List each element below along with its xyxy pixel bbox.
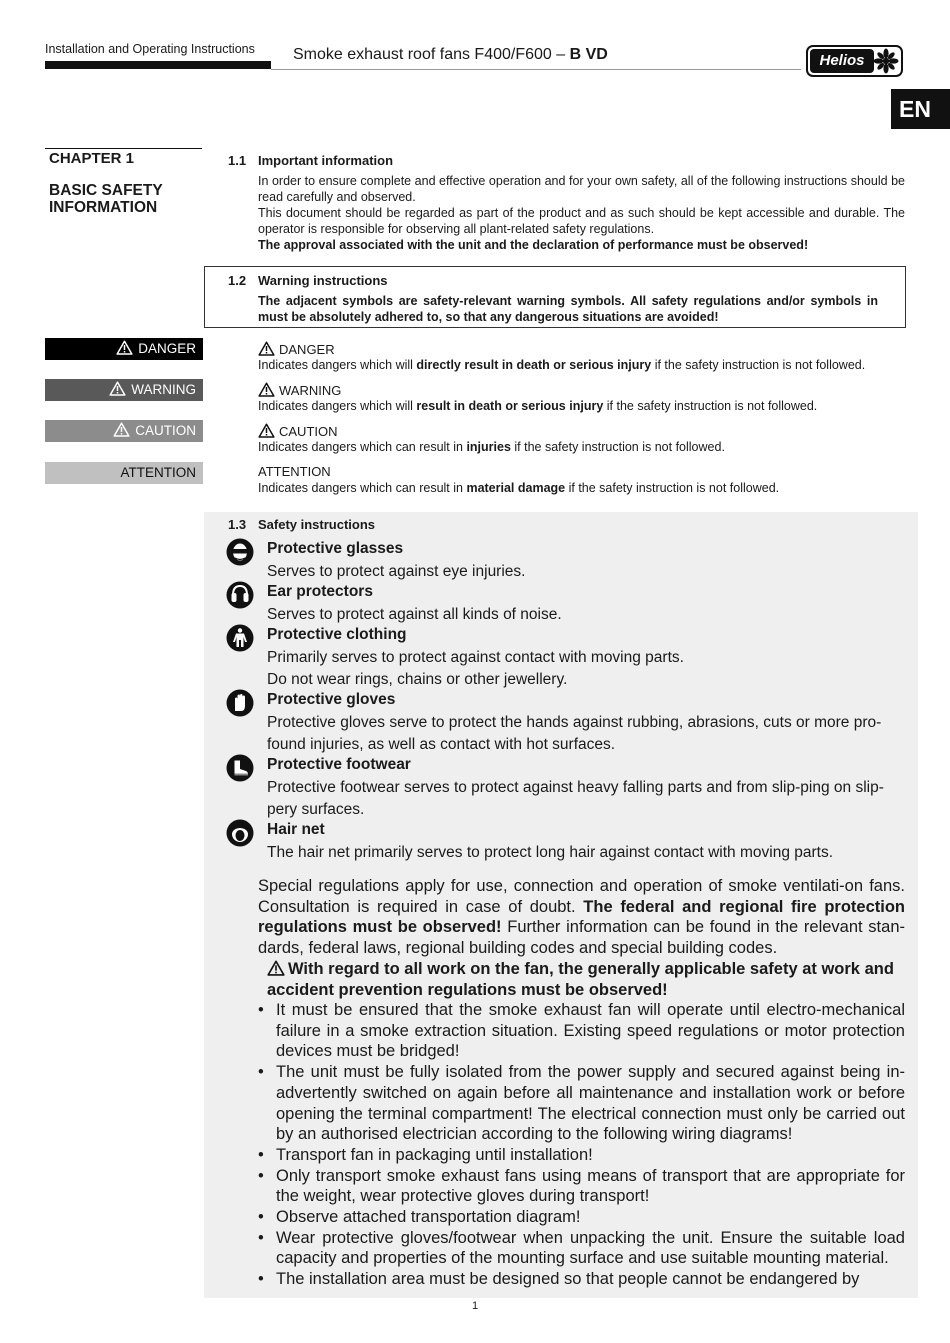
warning-triangle-icon <box>109 381 126 396</box>
item-title: Ear protectors <box>267 583 373 600</box>
item-text: Protective footwear serves to protect against heavy falling parts and from slip-ping on slip-pery surfaces. <box>267 779 884 818</box>
chapter-title: BASIC SAFETY INFORMATION <box>49 182 163 216</box>
fan-icon <box>873 48 899 74</box>
protective-clothing-icon <box>226 624 254 652</box>
item-title: Protective clothing <box>267 626 407 643</box>
section-title: Safety instructions <box>258 517 376 532</box>
header-rule <box>271 69 801 70</box>
item-text: Primarily serves to protect against contact with moving parts. Do not wear rings, chains or other jewellery. <box>267 649 684 688</box>
warning-triangle-icon <box>116 340 133 355</box>
item-text: Serves to protect against all kinds of noise. <box>267 606 562 623</box>
warning-triangle-icon <box>258 341 275 356</box>
chapter-rule <box>45 148 202 149</box>
item-text: Protective gloves serve to protect the hands against rubbing, abrasions, cuts or more pro-found injuries, as well as contact with hot surfaces. <box>267 714 882 753</box>
safety-bullet-list <box>258 1000 905 1290</box>
helios-logo: Helios <box>806 45 903 77</box>
page-number: 1 <box>471 1300 479 1312</box>
list-item: • It must be ensured that the smoke exhaust fan will operate until electro-mechanical failure in a smoke extraction situation. Existing speed regulations or motor protection devices must be bridged! <box>258 1000 905 1062</box>
ear-protectors-icon <box>226 581 254 609</box>
section-title: Warning instructions <box>258 273 388 288</box>
item-text: Serves to protect against eye injuries. <box>267 563 526 580</box>
section-number: 1.3 <box>228 517 247 532</box>
item-title: Protective gloves <box>267 691 396 708</box>
list-item: • Only transport smoke exhaust fans using means of transport that are appropriate for the weight, wear protective gloves during transport! <box>258 1166 905 1207</box>
special-regulations-text: Special regulations apply for use, connection and operation of smoke ventilati-on fans. Consultation is required in case of doubt. The federal and regional fire protection regulations must be observed! Further information can be found in the relevant stan-dards, federal laws, regional building codes and special building codes. <box>258 877 906 958</box>
caution-label: CAUTION <box>258 423 338 439</box>
protective-footwear-icon <box>226 754 254 782</box>
item-title: Hair net <box>267 821 325 838</box>
list-item: • The installation area must be designed so that people cannot be endangered by <box>258 1269 905 1290</box>
section-number: 1.2 <box>228 273 247 288</box>
danger-label: DANGER <box>258 341 335 357</box>
warning-tag: WARNING <box>45 379 203 401</box>
list-item: • The unit must be fully isolated from the power supply and secured against being in-advertently switched on again before all maintenance and installation work or before opening the terminal compartment! The electrical connection must only be carried out by an authorised electrician according to the following wiring diagrams! <box>258 1062 905 1145</box>
caution-tag: CAUTION <box>45 420 203 442</box>
attention-description: Indicates dangers which can result in material damage if the safety instruction is not followed. <box>258 481 780 495</box>
list-item: • Transport fan in packaging until installation! <box>258 1145 905 1166</box>
list-item: • Wear protective gloves/footwear when unpacking the unit. Ensure the suitable load capacity and properties of the mounting surface and use suitable mounting material. <box>258 1228 905 1269</box>
header-bar <box>45 61 271 69</box>
warning-triangle-icon <box>267 960 285 976</box>
warning-triangle-icon <box>258 382 275 397</box>
document-type: Installation and Operating Instructions <box>45 42 255 56</box>
language-tab: EN <box>891 89 950 129</box>
protective-gloves-icon <box>226 689 254 717</box>
important-information-text <box>258 173 905 253</box>
item-text: The hair net primarily serves to protect long hair against contact with moving parts. <box>267 844 834 861</box>
section-number: 1.1 <box>228 153 247 168</box>
item-title: Protective glasses <box>267 540 404 557</box>
warning-triangle-icon <box>113 422 130 437</box>
caution-description: Indicates dangers which can result in injuries if the safety instruction is not followed. <box>258 440 725 454</box>
list-item: • Observe attached transportation diagram! <box>258 1207 905 1228</box>
document-title: Smoke exhaust roof fans F400/F600 – B VD <box>293 46 608 63</box>
danger-tag: DANGER <box>45 338 203 360</box>
attention-tag: ATTENTION <box>45 462 203 484</box>
item-title: Protective footwear <box>267 756 411 773</box>
safety-notice: With regard to all work on the fan, the generally applicable safety at work and accident prevention regulations must be observed! <box>267 960 894 999</box>
paragraph: In order to ensure complete and effective operation and for your own safety, all of the following instructions should be read carefully and observed. <box>258 174 905 204</box>
warning-triangle-icon <box>258 423 275 438</box>
paragraph-bold: The approval associated with the unit and the declaration of performance must be observed! <box>258 238 809 252</box>
section-title: Important information <box>258 153 394 168</box>
attention-label: ATTENTION <box>258 464 331 479</box>
hair-net-icon <box>226 819 254 847</box>
warning-instructions-text: The adjacent symbols are safety-relevant warning symbols. All safety regulations and/or symbols in must be absolutely adhered to, so that any dangerous situations are avoided! <box>258 294 878 324</box>
chapter-label: CHAPTER 1 <box>49 150 135 167</box>
danger-description: Indicates dangers which will directly result in death or serious injury if the safety instruction is not followed. <box>258 358 866 372</box>
warning-label: WARNING <box>258 382 341 398</box>
warning-description: Indicates dangers which will result in death or serious injury if the safety instruction is not followed. <box>258 399 818 413</box>
paragraph: This document should be regarded as part of the product and as such should be kept accessible and durable. The operator is responsible for observing all plant-related safety regulations. <box>258 206 905 236</box>
protective-glasses-icon <box>226 538 254 566</box>
